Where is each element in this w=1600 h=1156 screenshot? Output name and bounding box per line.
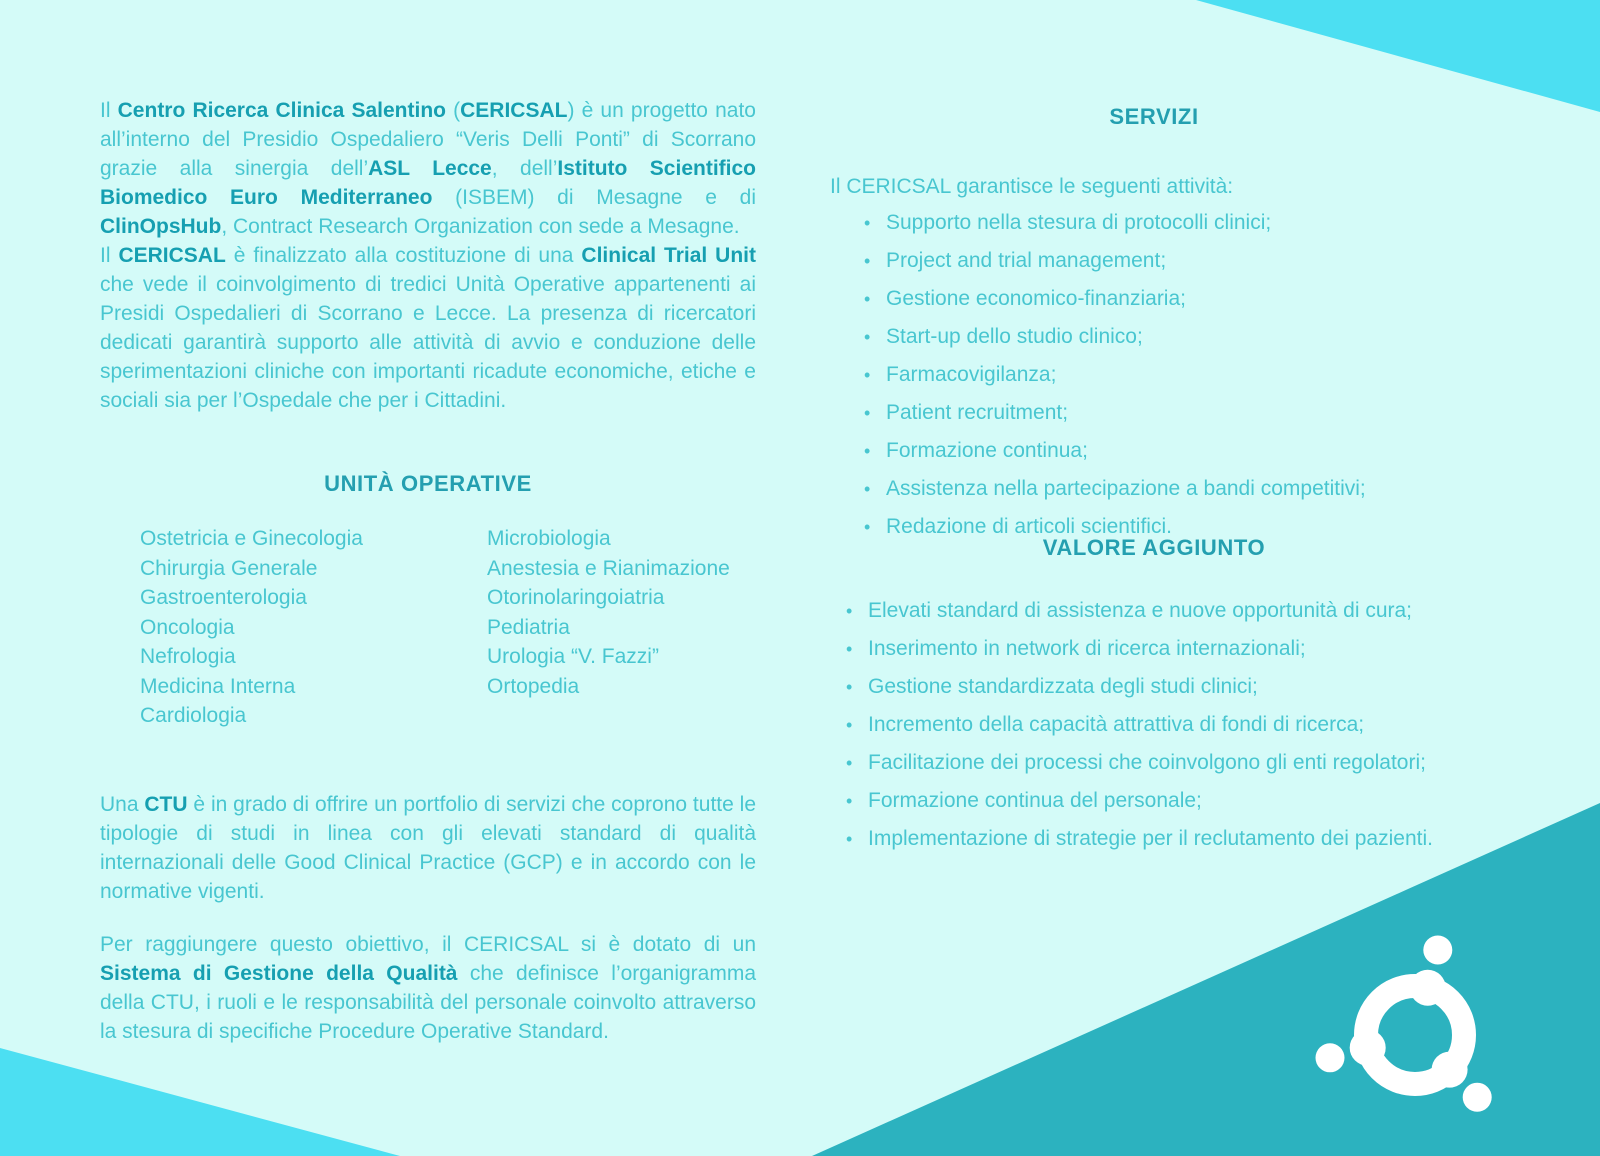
text-segment-bold: CERICSAL bbox=[460, 99, 568, 122]
text-segment-bold: Centro Ricerca Clinica Salentino bbox=[117, 99, 446, 122]
text-segment-bold: CTU bbox=[144, 793, 188, 816]
text-segment-bold: Istituto Scientifico Biomedico Euro Mediterraneo bbox=[100, 157, 756, 209]
unit-item: Pediatria bbox=[487, 615, 570, 639]
intro-text-block bbox=[100, 96, 756, 415]
logo-figure-dot bbox=[1463, 1083, 1492, 1112]
added-value-item: • Inserimento in network di ricerca internazionali; bbox=[842, 630, 1482, 668]
valore-aggiunto-heading: VALORE AGGIUNTO bbox=[1042, 535, 1266, 560]
text-segment: Il bbox=[100, 244, 119, 267]
text-segment: Per raggiungere questo obiettivo, il CERICSAL si è dotato di un bbox=[100, 933, 756, 956]
unit-list-column-1 bbox=[140, 524, 363, 731]
unita-operative-lists bbox=[140, 524, 756, 734]
unit-item: Urologia “V. Fazzi” bbox=[487, 645, 659, 668]
service-item: • Assistenza nella partecipazione a bandi competitivi; bbox=[860, 470, 1478, 508]
text-segment: , dell’ bbox=[491, 157, 558, 180]
added-value-item: • Gestione standardizzata degli studi clinici; bbox=[842, 668, 1482, 706]
unit-item: Ortopedia bbox=[487, 674, 580, 698]
added-value-item: • Implementazione di strategie per il reclutamento dei pazienti. bbox=[842, 820, 1482, 858]
unit-item: Nefrologia bbox=[140, 645, 236, 668]
unit-item: Otorinolaringoiatria bbox=[487, 586, 665, 609]
unit-item: Anestesia e Rianimazione bbox=[487, 556, 730, 580]
unit-item: Cardiologia bbox=[140, 704, 247, 727]
added-value-item: • Facilitazione dei processi che coinvolgono gli enti regolatori; bbox=[842, 744, 1482, 782]
unit-item: Oncologia bbox=[140, 615, 235, 639]
text-segment: (ISBEM) di Mesagne e di bbox=[432, 186, 756, 209]
text-segment: che vede il coinvolgimento di tredici Unità Operative appartenenti ai Presidi Ospedalieri di Scorrano e Lecce. La presenza di ricercatori dedicati garantirà supporto alle attività di avvio e conduzione delle sperimentazioni cliniche con importanti ricadute economiche, etiche e sociali sia per l’Ospedale che per i Cittadini. bbox=[100, 273, 756, 412]
text-segment: Il bbox=[100, 99, 118, 122]
text-segment: ( bbox=[445, 99, 461, 122]
text-segment-bold: Clinical Trial Unit bbox=[581, 244, 757, 267]
unit-list-column-2 bbox=[487, 524, 730, 701]
corner-triangle-top-right bbox=[1196, 0, 1600, 112]
unit-item: Chirurgia Generale bbox=[140, 556, 318, 580]
unit-item: Ostetricia e Ginecologia bbox=[140, 527, 363, 550]
text-segment: è finalizzato alla costituzione di una bbox=[225, 244, 582, 267]
unit-item: Microbiologia bbox=[487, 527, 611, 550]
service-item: • Formazione continua; bbox=[860, 432, 1478, 470]
added-value-item: • Formazione continua del personale; bbox=[842, 782, 1482, 820]
text-segment: è in grado di offrire un portfolio di servizi che coprono tutte le tipologie di studi in linea con gli elevati standard di qualità internazionali delle Good Clinical Practice (GCP) e in accordo con le normative vigenti. bbox=[100, 793, 756, 903]
intro-paragraph-2 bbox=[100, 241, 756, 415]
servizi-list bbox=[860, 204, 1478, 546]
valore-aggiunto-list bbox=[842, 592, 1482, 858]
text-segment-bold: ASL Lecce bbox=[368, 157, 492, 180]
unit-item: Medicina Interna bbox=[140, 674, 296, 698]
text-segment: Una bbox=[100, 793, 145, 816]
logo-ring-bump bbox=[1350, 1030, 1386, 1066]
cericsal-logo-icon bbox=[1315, 935, 1515, 1135]
logo-figure-dot bbox=[1316, 1043, 1345, 1072]
text-segment-bold: ClinOpsHub bbox=[100, 215, 222, 238]
logo-ring-bump bbox=[1432, 1052, 1468, 1088]
added-value-item: • Incremento della capacità attrattiva di fondi di ricerca; bbox=[842, 706, 1482, 744]
service-item: • Supporto nella stesura di protocolli clinici; bbox=[860, 204, 1478, 242]
service-item: • Project and trial management; bbox=[860, 242, 1478, 280]
corner-triangle-bottom-left bbox=[0, 1048, 400, 1156]
unita-operative-heading: UNITÀ OPERATIVE bbox=[324, 471, 532, 496]
text-segment-bold: Sistema di Gestione della Qualità bbox=[100, 962, 458, 985]
service-item: • Patient recruitment; bbox=[860, 394, 1478, 432]
service-item: • Start-up dello studio clinico; bbox=[860, 318, 1478, 356]
service-item: • Farmacovigilanza; bbox=[860, 356, 1478, 394]
servizi-intro: Il CERICSAL garantisce le seguenti attività: bbox=[830, 175, 1234, 198]
text-segment: , Contract Research Organization con sede a Mesagne. bbox=[221, 215, 740, 238]
unit-item: Gastroenterologia bbox=[140, 586, 307, 609]
ctu-paragraph bbox=[100, 790, 756, 906]
service-item: • Redazione di articoli scientifici. bbox=[860, 508, 1478, 546]
text-segment: ) è un progetto nato all’interno del Presidio Ospedaliero “Veris Delli Ponti” di Scorrano grazie alla sinergia dell’ bbox=[100, 99, 756, 180]
service-item: • Gestione economico-finanziaria; bbox=[860, 280, 1478, 318]
intro-paragraph-1 bbox=[100, 96, 756, 241]
quality-system-paragraph bbox=[100, 930, 756, 1046]
added-value-item: • Elevati standard di assistenza e nuove opportunità di cura; bbox=[842, 592, 1482, 630]
text-segment-bold: CERICSAL bbox=[118, 244, 226, 267]
logo-ring-bump bbox=[1410, 970, 1446, 1006]
logo-figure-dot bbox=[1423, 936, 1452, 965]
servizi-heading: SERVIZI bbox=[1109, 104, 1199, 129]
text-segment: che definisce l’organigramma della CTU, i ruoli e le responsabilità del personale coinvolto attraverso la stesura di specifiche Procedure Operative Standard. bbox=[100, 962, 757, 1043]
